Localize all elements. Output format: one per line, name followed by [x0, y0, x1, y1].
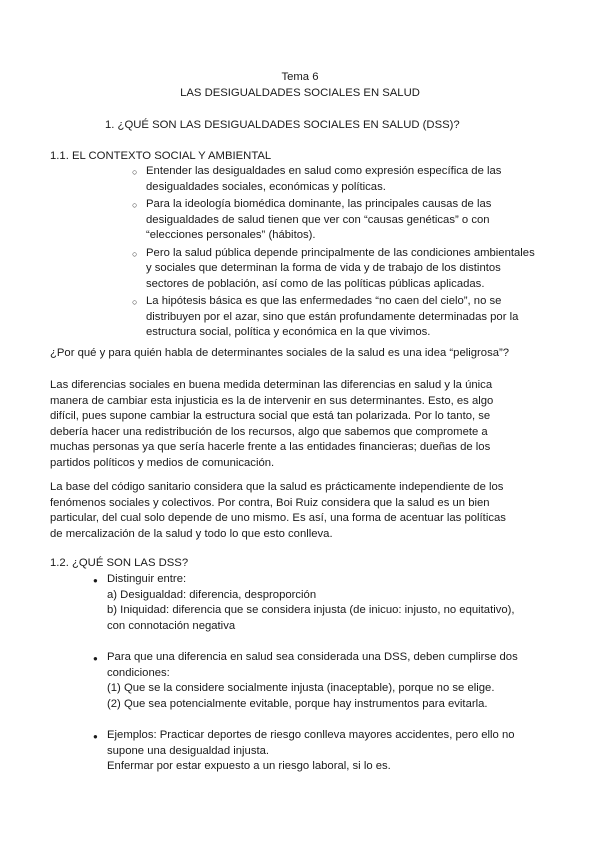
list-item: ○ Pero la salud pública depende principalmente de las condiciones ambientales y sociales que determinan la forma de vida y de trabajo de los distintos sectores de población, así como de las políticas públicas aplicadas. — [146, 246, 546, 293]
paragraph-line: de mercalización de la salud y todo lo que esto conlleva. — [50, 527, 333, 540]
paragraph-line: muchas personas ya que sería hacerle frente a las entidades financieras; dueñas de los — [50, 441, 491, 453]
list-item: ● Para que una diferencia en salud sea considerada una DSS, deben cumplirse dos condiciones: (1) Que se la considere socialmente injusta (inaceptable), porque no se elige. (2) Que sea potencialmente evitable, porque hay instrumentos para evitarla. — [107, 650, 557, 712]
list-item: ○ Entender las desigualdades en salud como expresión específica de las desigualdades sociales, económicas y políticas. — [146, 164, 546, 195]
section-1-1-heading: 1.1. EL CONTEXTO SOCIAL Y AMBIENTAL — [50, 150, 272, 162]
list-item: ● Ejemplos: Practicar deportes de riesgo conlleva mayores accidentes, pero ello no supone una desigualdad injusta. Enfermar por estar expuesto a un riesgo laboral, si lo es. — [107, 728, 557, 775]
list-item: ○ Para la ideología biomédica dominante, las principales causas de las desigualdades de salud tienen que ver con “causas genéticas” o con “elecciones personales” (hábitos). — [146, 197, 546, 244]
section-1-1-list — [146, 164, 546, 343]
section-1-2-heading: 1.2. ¿QUÉ SON LAS DSS? — [50, 557, 189, 569]
paragraph-sanitary-code — [50, 480, 560, 542]
document-title: LAS DESIGUALDADES SOCIALES EN SALUD — [180, 87, 420, 99]
section-1-2-list — [107, 572, 557, 777]
paragraph-line: particular, del cual solo depende de uno mismo. Es así, una forma de acentuar las políticas — [50, 512, 506, 524]
list-item: ○ La hipótesis básica es que las enfermedades “no caen del cielo”, no se distribuyen por el azar, sino que están profundamente determinadas por la estructura social, política y económica en la que vivimos. — [146, 294, 546, 341]
paragraph-line: debería hacer una redistribución de los recursos, algo que sabemos que compromete a — [50, 425, 488, 438]
tema-label: Tema 6 — [281, 71, 319, 83]
section-1-heading: 1. ¿QUÉ SON LAS DESIGUALDADES SOCIALES EN SALUD (DSS)? — [105, 119, 460, 131]
list-item: ● Distinguir entre: a) Desigualdad: diferencia, desproporción b) Iniquidad: diferencia que se considera injusta (de inicuo: injusto, no equitativo), con connotación negativa — [107, 572, 557, 634]
paragraph-line: partidos políticos y medios de comunicación. — [50, 456, 275, 469]
paragraph-line: La base del código sanitario considera que la salud es prácticamente independiente de los — [50, 481, 504, 493]
question-line: ¿Por qué y para quién habla de determinantes sociales de la salud es una idea “peligrosa”? — [50, 347, 510, 359]
paragraph-line: fenómenos sociales y colectivos. Por contra, Boi Ruiz considera que la salud es un bien — [50, 496, 490, 509]
paragraph-line: manera de cambiar esta injusticia es la de intervenir en sus determinantes. Esto, es algo — [50, 394, 494, 407]
paragraph-line: Las diferencias sociales en buena medida determinan las diferencias en salud y la única — [50, 379, 493, 391]
paragraph-line: difícil, pues supone cambiar la estructura social que está tan polarizada. Por lo tanto, se — [50, 410, 491, 422]
paragraph-determinants — [50, 378, 560, 471]
